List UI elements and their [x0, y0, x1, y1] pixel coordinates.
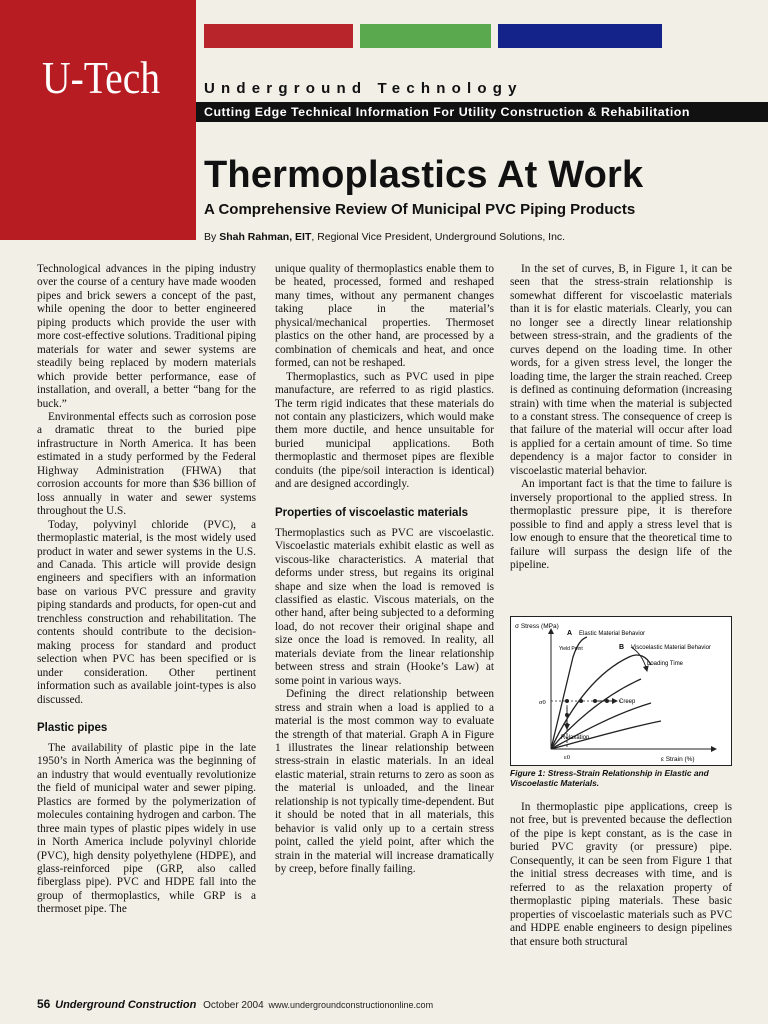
issue-date: October 2004 — [203, 1000, 264, 1011]
visco-label: Viscoelastic Material Behavior — [631, 645, 711, 651]
section-heading: Properties of viscoelastic materials — [275, 506, 469, 519]
yield-label: Yield Point — [559, 646, 583, 652]
u-tech-logo: U-Tech — [42, 52, 161, 103]
green-color-bar — [360, 24, 491, 48]
eps0-label: ε0 — [564, 754, 570, 761]
page-number: 56 — [37, 997, 51, 1011]
paragraph: Technological advances in the piping industry over the course of a century have made wooden pipes and brick sewers a concept of the past, while opening the door to better engineered piping products which provide the user with more cost-effective solutions. Traditional piping materials for water and sewer systems are steadily being replaced by modern materials which provide better performance, ease of installation, and overall, a better “bang for the buck.” — [37, 263, 256, 410]
paragraph: Today, polyvinyl chloride (PVC), a thermoplastic material, is the most widely used product in water and sewer systems in the U.S. and Canada. This article will provide design engineers and specifiers with an information base on various PVC pressure and gravity piping standards and products, for open-cut and trenchless construction and rehabilitation. The contents should contribute to the decision-making process for standard and product selection when PVC has been specified or is under consideration. Other pertinent information such as available joint-types is also discussed. — [37, 518, 256, 706]
label-b: B — [619, 644, 625, 651]
blue-color-bar — [498, 24, 662, 48]
label-a: A — [567, 630, 573, 637]
column-2 — [275, 263, 494, 876]
byline-prefix: By — [204, 231, 217, 243]
paragraph: An important fact is that the time to failure is inversely proportional to the applied stress. In thermoplastic pressure pipe, it is therefore possible to find and apply a stress level that is low enough to ensure that the theoretical time to failure will surpass the design life of the pipeline. — [510, 478, 732, 571]
data-point — [565, 699, 569, 703]
figure-caption: Figure 1: Stress-Strain Relationship in Elastic and Viscoelastic Materials. — [510, 768, 709, 788]
author-role: , Regional Vice President, Underground Solutions, Inc. — [311, 231, 566, 243]
data-point — [593, 699, 597, 703]
column-3-continued — [510, 801, 732, 949]
paragraph: Thermoplastics such as PVC are viscoelastic. Viscoelastic materials exhibit elastic as well as viscous-like characteristics. A material that deforms under stress, but regains its original shape and size when the load is removed is classified as elastic. Viscous materials, on the other hand, after being subjected to a deforming load, do not recover their original shape and size once the load is removed. In reality, all materials deviate from the linear relationship between stress and strain (Hooke’s Law) at some point in various ways. — [275, 526, 494, 687]
red-brand-block — [0, 0, 196, 240]
relaxation-label: Relaxation — [561, 735, 590, 741]
red-color-bar — [204, 24, 353, 48]
x-axis-label: ε Strain (%) — [661, 756, 695, 763]
page-footer — [37, 997, 433, 1013]
creep-label: Creep — [619, 699, 636, 705]
website-url: www.undergroundconstructiononline.com — [268, 1000, 434, 1010]
data-point — [579, 699, 583, 703]
loading-time-label: Loading Time — [647, 661, 684, 667]
brand-name: Underground Technology — [204, 80, 523, 97]
byline — [204, 230, 565, 244]
column-1 — [37, 263, 256, 917]
elastic-label: Elastic Material Behavior — [579, 631, 646, 637]
column-3 — [510, 263, 732, 572]
article-subtitle: A Comprehensive Review Of Municipal PVC Piping Products — [204, 201, 636, 218]
magazine-name: Underground Construction — [55, 999, 197, 1011]
y-axis-label: σ Stress (MPa) — [515, 623, 559, 630]
paragraph: In thermoplastic pipe applications, creep is not free, but is prevented because the deflection of the pipe is kept constant, as is the case in buried PVC gravity (or pressure) pipe. Consequently, it can be seen from Figure 1 that the initial stress decreases with time, and is referred to as the relaxation property of thermoplastic piping materials. These basic properties of viscoelastic materials such as PVC and HDPE enable engineers to design pipelines that ensure both structural — [510, 801, 732, 948]
tagline: Cutting Edge Technical Information For Utility Construction & Rehabilitation — [204, 105, 690, 119]
section-heading: Plastic pipes — [37, 721, 108, 734]
paragraph: Thermoplastics, such as PVC used in pipe manufacture, are referred to as rigid plastics. The term rigid indicates that these materials do not contain any plasticizers, which would make them more ductile, and hence unsuitable for buried municipal applications. Both thermoplastic and thermoset pipes are flexible conduits (the pipe/soil interaction is identical) and are designed accordingly. — [275, 370, 494, 491]
sigma0-label: σ0 — [539, 699, 546, 706]
paragraph: Defining the direct relationship between stress and strain when a load is applied to a material is the most common way to evaluate the strength of that material. Graph A in Figure 1 illustrates the linear relationship between stress-strain in elastic materials. In an ideal elastic material, strain returns to zero as soon as the material is unloaded, and the linear relationship is not typically time-dependent. But it should be noted that in all materials, this behavior is valid only up to a certain stress point, called the yield point, after which the strain in the material will increase dramatically by creep, before finally failing. — [275, 688, 494, 876]
author-name: Shah Rahman, EIT — [219, 231, 312, 243]
article-title: Thermoplastics At Work — [204, 154, 644, 196]
stress-strain-figure — [510, 616, 732, 766]
paragraph: unique quality of thermoplastics enable them to be heated, processed, formed and reshaped many times, without any permanent changes taking place in the material’s physical/mechanical properties. Thermoset plastics on the other hand, are processed by a combination of chemicals and heat, and once formed, can not be reshaped. — [275, 263, 494, 370]
paragraph: The availability of plastic pipe in the late 1950’s in North America was the beginning of an industry that would eventually revolutionize the field of municipal water and sewer piping. Plastics are formed by the polymerization of molecules containing hydrogen and carbon. The three main types of plastic pipes widely in use in North America include polyvinyl chloride (PVC), high density polyethylene (HDPE), and glass-reinforced pipe (GRP, also called fiberglass pipe). PVC and HDPE fall into the group of thermoplastics, while GRP is a thermoset pipe. The — [37, 741, 256, 916]
paragraph: In the set of curves, B, in Figure 1, it can be seen that the stress-strain relationship is somewhat different for viscoelastic materials than it is for elastic materials. Clearly, you can no longer see a directly linear relationship between stress-strain, and the gradients of the curves depend on the loading time. In other words, for a given stress level, the longer the loading time, the larger the strain reached. Creep is defined as continuing deformation (increasing strain) with time when the material is subjected to a constant stress. The consequence of creep is that failure of the material will occur after load is applied for a certain amount of time. So time dependency is a major factor to consider in viscoelastic material behavior. — [510, 263, 732, 477]
stress-strain-diagram — [511, 617, 731, 765]
paragraph: Environmental effects such as corrosion pose a dramatic threat to the buried pipe infrastructure in North America. It has been estimated in a study performed by the Federal Highway Administration (FHWA) that corrosion accounts for more than $36 billion of loss annually in water and sewer systems throughout the U.S. — [37, 410, 256, 518]
